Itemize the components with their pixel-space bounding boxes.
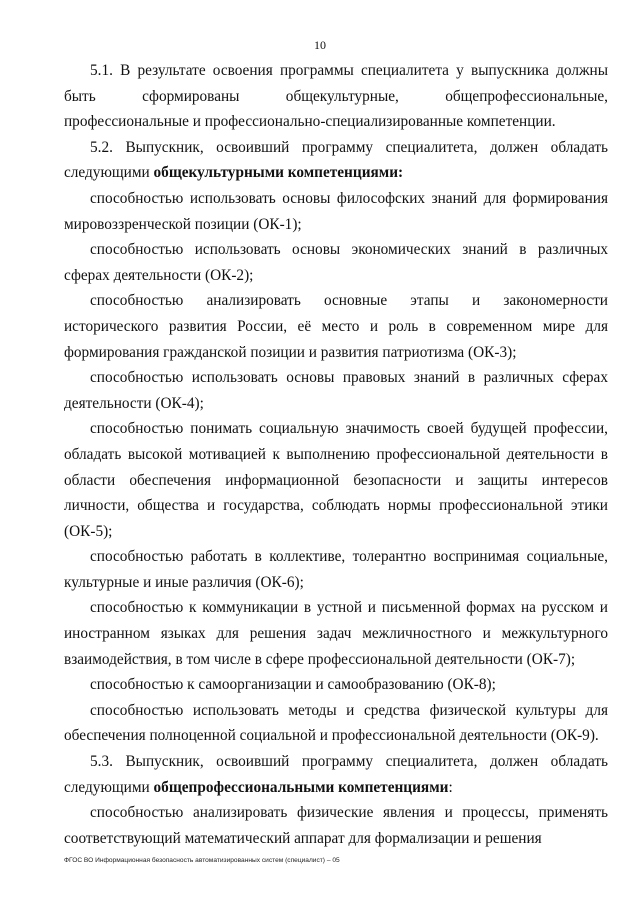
competence-ok-3 <box>64 288 608 365</box>
paragraph-text: 5.2. Выпускник, освоивший программу специалитета, должен обладать следующими <box>64 138 608 182</box>
paragraph-text: способностью анализировать физические явления и процессы, применять соответствующий математический аппарат для формализации и решения <box>64 804 608 847</box>
competence-ok-2 <box>64 237 608 288</box>
page-footer: ФГОС ВО Информационная безопасность автоматизированных систем (специалист) – 05 <box>64 857 340 864</box>
paragraph-text: способностью использовать основы философских знаний для формирования мировоззренческой позиции (ОК-1); <box>64 189 608 233</box>
paragraph-text: способностью использовать методы и средства физической культуры для обеспечения полноценной социальной и профессиональной деятельности (ОК-9). <box>64 701 608 745</box>
paragraph-5-2 <box>64 135 608 186</box>
document-body <box>64 58 608 851</box>
paragraph-text: способностью к самоорганизации и самообразованию (ОК-8); <box>90 676 496 694</box>
page-number: 10 <box>314 38 326 52</box>
competence-ok-1 <box>64 186 608 237</box>
paragraph-text-tail: : <box>448 778 453 796</box>
paragraph-bold-term: общекультурными компетенциями: <box>153 164 404 182</box>
competence-ok-8 <box>64 672 608 698</box>
competence-ok-7 <box>64 595 608 672</box>
paragraph-text: способностью использовать основы правовых знаний в различных сферах деятельности (ОК-4); <box>64 369 608 412</box>
competence-opk-1 <box>64 800 608 851</box>
competence-ok-4 <box>64 365 608 416</box>
competence-ok-9 <box>64 698 608 749</box>
paragraph-text: способностью понимать социальную значимость своей будущей профессии, обладать высокой мотивацией к выполнению профессиональной деятельности в области обеспечения информационной безопасности и защиты интересов личности, общества и государства, соблюдать нормы профессиональной этики (ОК-5); <box>64 420 608 540</box>
paragraph-5-1 <box>64 58 608 135</box>
paragraph-text: 5.1. В результате освоения программы специалитета у выпускника должны быть сформированы общекультурные, общепрофессиональные, профессиональные и профессионально-специализированные компетенции. <box>64 62 608 131</box>
paragraph-text: способностью анализировать основные этапы и закономерности исторического развития России, её место и роль в современном мире для формирования гражданской позиции и развития патриотизма (ОК-3); <box>64 292 608 361</box>
paragraph-text: способностью к коммуникации в устной и письменной формах на русском и иностранном языках для решения задач межличностного и межкультурного взаимодействия, в том числе в сфере профессиональной деятельности (ОК-7); <box>64 599 608 668</box>
paragraph-5-3 <box>64 749 608 800</box>
paragraph-text: 5.3. Выпускник, освоивший программу специалитета, должен обладать следующими <box>64 753 608 796</box>
paragraph-bold-term: общепрофессиональными компетенциями <box>153 778 449 796</box>
competence-ok-6 <box>64 544 608 595</box>
paragraph-text: способностью работать в коллективе, толерантно воспринимая социальные, культурные и иные различия (ОК-6); <box>64 548 608 591</box>
competence-ok-5 <box>64 416 608 544</box>
paragraph-text: способностью использовать основы экономических знаний в различных сферах деятельности (ОК-2); <box>64 241 608 284</box>
